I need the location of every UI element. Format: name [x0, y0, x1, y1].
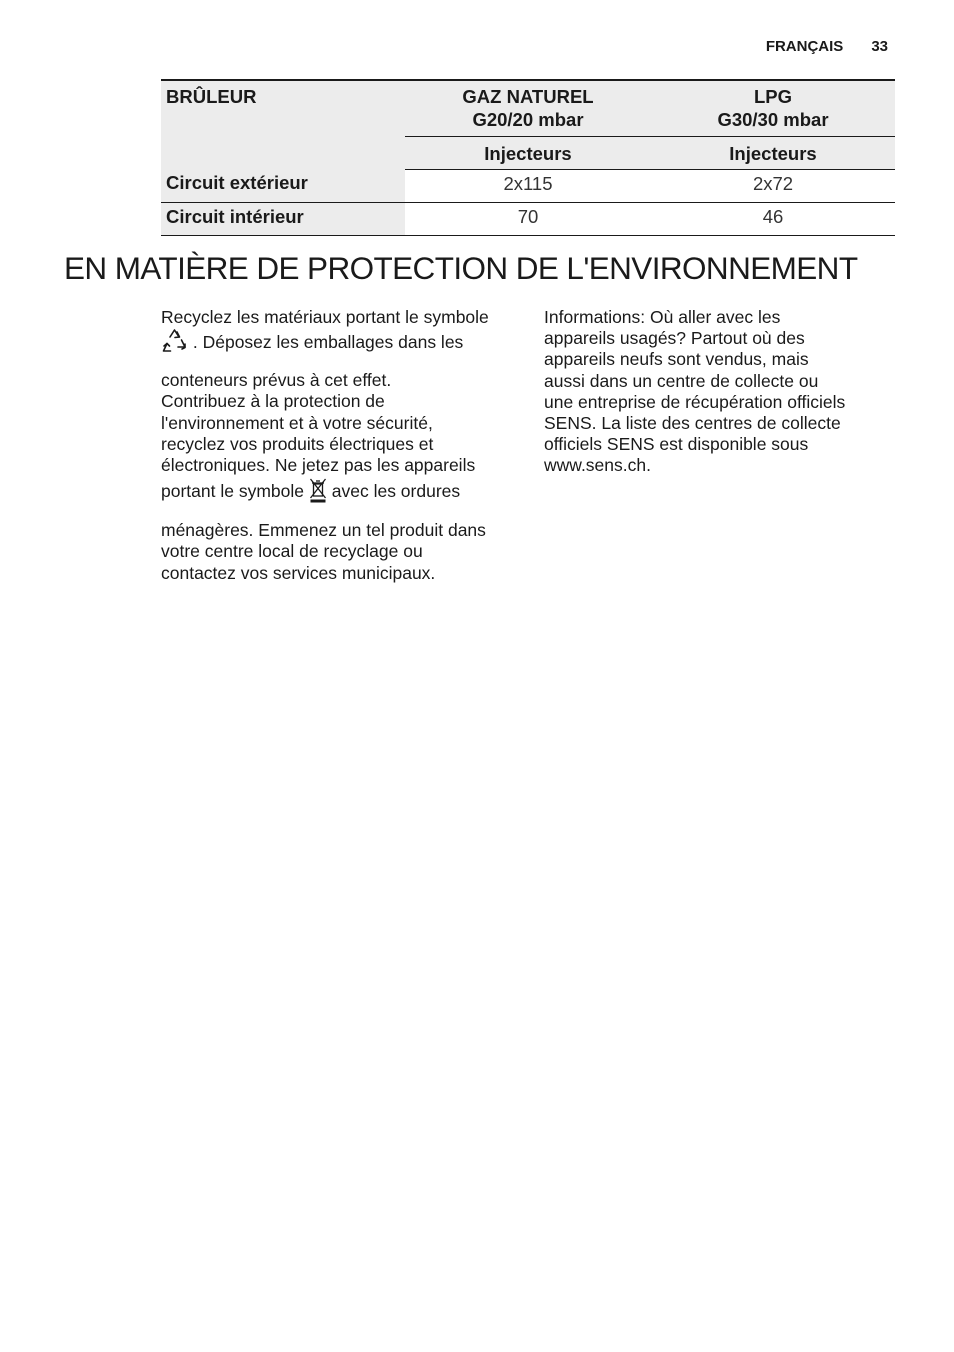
- text-line: SENS. La liste des centres de collecte: [544, 413, 841, 434]
- page-header: [766, 38, 888, 55]
- row-label: Circuit intérieur: [161, 202, 405, 235]
- text-line: appareils neufs sont vendus, mais: [544, 349, 809, 370]
- text-line: portant le symbole avec les ordures: [161, 476, 511, 512]
- cell-lpg: 46: [651, 202, 895, 235]
- cell-lpg: 2x72: [651, 169, 895, 202]
- text-line: ménagères. Emmenez un tel produit dans: [161, 520, 486, 541]
- page-number: 33: [871, 38, 888, 55]
- information-paragraph: [544, 307, 864, 477]
- text-line: votre centre local de recyclage ou: [161, 541, 423, 562]
- text-line: Informations: Où aller avec les: [544, 307, 781, 327]
- header-language: FRANÇAIS: [765, 38, 844, 55]
- header-natural-gas: GAZ NATUREL G20/20 mbar: [405, 80, 651, 136]
- header-burner: BRÛLEUR: [161, 80, 405, 169]
- burner-specs-table: [161, 79, 895, 236]
- table-row: [161, 169, 895, 202]
- text-line: recyclez vos produits électriques et: [161, 433, 434, 454]
- text-line: une entreprise de récupération officiels: [544, 391, 846, 412]
- recycle-icon: [161, 328, 188, 362]
- text-line: . Déposez les emballages dans les: [161, 328, 511, 362]
- text-line: Contribuez à la protection de: [161, 391, 385, 412]
- text-line: aussi dans un centre de collecte ou: [544, 370, 819, 391]
- text-line: conteneurs prévus à cet effet.: [161, 370, 392, 391]
- text-line: appareils usagés? Partout où des: [544, 328, 805, 349]
- text-line: officiels SENS est disponible sous: [544, 434, 809, 455]
- table-row: [161, 202, 895, 235]
- text-line: l'environnement et à votre sécurité,: [161, 412, 433, 433]
- cell-natural: 2x115: [405, 169, 651, 202]
- header-lpg: LPG G30/30 mbar: [651, 80, 895, 136]
- table-header-row: [161, 80, 895, 136]
- sens-link[interactable]: www.sens.ch.: [544, 455, 651, 476]
- cell-natural: 70: [405, 202, 651, 235]
- row-label: Circuit extérieur: [161, 169, 405, 202]
- recycling-paragraph: [161, 307, 511, 584]
- text-line: Recyclez les matériaux portant le symbole: [161, 307, 489, 327]
- header-injectors-natural: Injecteurs: [405, 136, 651, 169]
- header-injectors-lpg: Injecteurs: [651, 136, 895, 169]
- crossed-bin-icon: [309, 477, 327, 512]
- text-line: contactez vos services municipaux.: [161, 562, 436, 583]
- section-title: EN MATIÈRE DE PROTECTION DE L'ENVIRONNEMENT: [64, 250, 858, 286]
- text-line: électroniques. Ne jetez pas les appareils: [161, 455, 476, 476]
